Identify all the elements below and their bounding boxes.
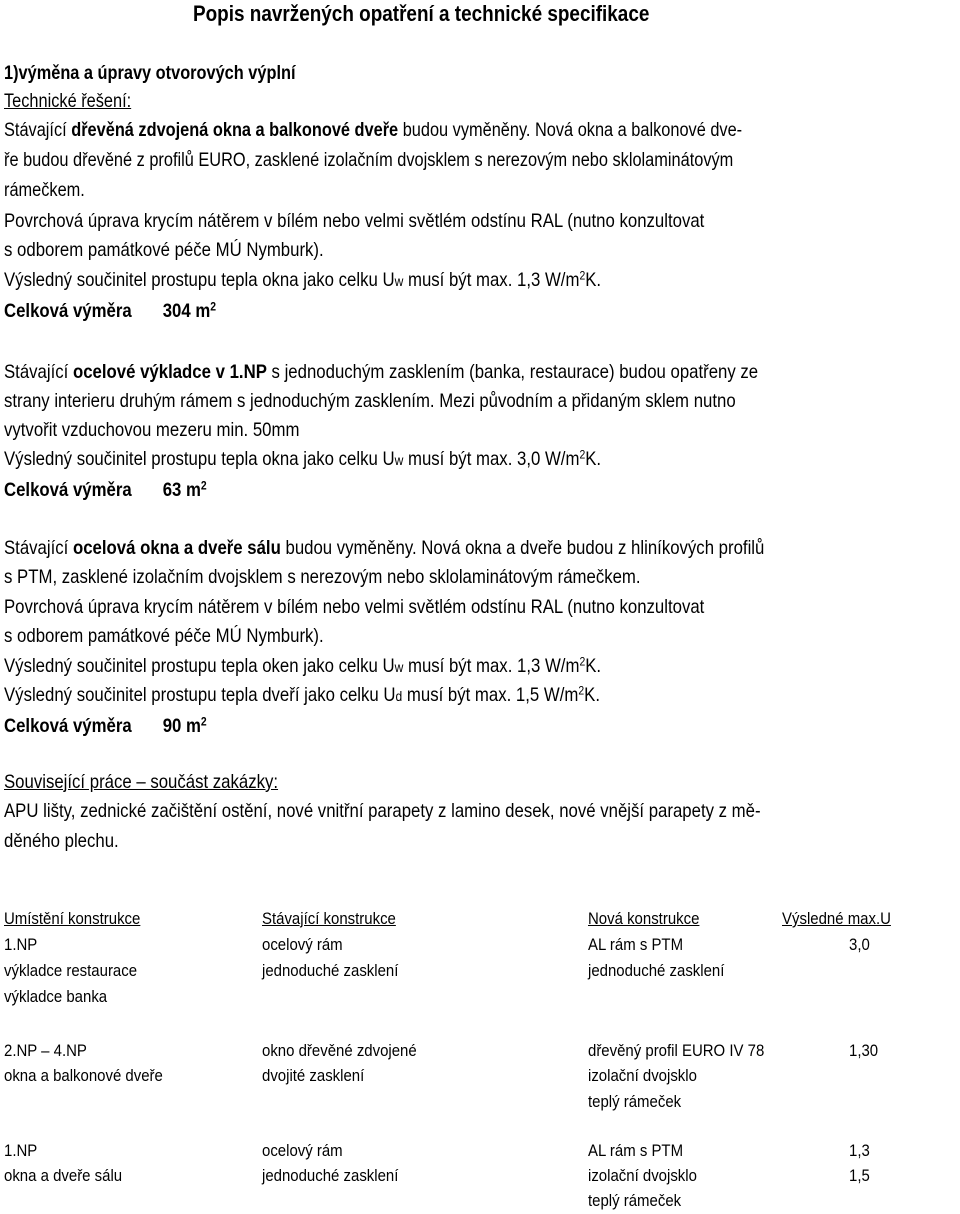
subheading [4,88,131,116]
paragraph-line [4,117,742,145]
area-label: Celková výměra [4,715,132,737]
text-span: Stávající [4,361,73,383]
text-span: s jednoduchým zasklením (banka, restaurace) budou opatřeny ze [266,361,759,383]
table-cell: AL rám s PTM [588,1141,684,1160]
text-span: musí být max. 1,3 W/m [403,655,580,677]
text-span: Výsledný součinitel prostupu tepla dveří jako celku U [4,684,396,706]
table-cell: 1.NP [4,1141,38,1160]
area-value: 304 m [162,300,211,322]
table-cell: okna a dveře sálu [4,1166,123,1185]
table-row [4,1038,960,1064]
text-span: Výsledný součinitel prostupu tepla oken jako celku U [4,655,395,677]
superscript: 2 [579,447,586,462]
text-span: K. [584,684,600,706]
text-span: Výsledný součinitel prostupu tepla okna jako celku U [4,269,395,291]
paragraph-line: Povrchová úprava krycím nátěrem v bílém nebo velmi světlém odstínu RAL (nutno konzultovat [4,596,705,618]
page-title: Popis navržených opatření a technické specifikace [193,1,650,26]
superscript: 2 [579,268,586,283]
section-heading: 1)výměna a úpravy otvorových výplní [4,63,296,84]
paragraph-line: s PTM, zasklené izolačním dvojsklem s nerezovým nebo sklolaminátovým rámečkem. [4,566,641,588]
subscript: w [394,452,404,468]
table-header [4,906,960,932]
area-value: 90 m [162,715,201,737]
table-row [4,932,960,958]
subheading-text: Technické řešení: [4,91,132,112]
subscript: w [394,273,404,289]
text-span: budou vyměněny. Nová okna a balkonové dve- [398,120,743,141]
paragraph-line: ře budou dřevěné z profilů EURO, zasklené izolačním dvojsklem s nerezovým nebo sklolaminátovým [4,150,734,171]
u-value-line [4,681,600,710]
related-heading-text: Související práce – součást zakázky: [4,771,279,793]
superscript: 2 [210,299,217,314]
paragraph-line: rámečkem. [4,180,85,201]
text-span: Stávající [4,120,72,141]
column-header: Stávající konstrukce [262,909,396,928]
paragraph-line: s odborem památkové péče MÚ Nymburk). [4,625,324,647]
text-span: musí být max. 3,0 W/m [403,448,580,470]
table-row [4,958,960,984]
total-area-line [4,476,207,504]
text-span: K. [585,655,602,677]
area-label: Celková výměra [4,479,132,501]
paragraph-line: s odborem památkové péče MÚ Nymburk). [4,239,324,261]
table-cell: dřevěný profil EURO IV 78 [588,1041,765,1060]
subscript: w [394,659,404,675]
text-span: K. [585,448,602,470]
text-span: Stávající [4,537,73,559]
table-cell: jednoduché zasklení [262,961,399,980]
table-row [4,1138,960,1164]
text-span: K. [585,269,602,291]
table-cell: 1,3 [849,1141,870,1160]
text-span: Výsledný součinitel prostupu tepla okna jako celku U [4,448,395,470]
table-cell: jednoduché zasklení [262,1166,399,1185]
table-row [4,1089,960,1115]
superscript: 2 [579,654,586,669]
paragraph-line [4,534,764,562]
table-row [4,1188,960,1214]
total-area-line [4,712,207,740]
u-value-line [4,445,601,474]
paragraph-line: Povrchová úprava krycím nátěrem v bílém nebo velmi světlém odstínu RAL (nutno konzultovat [4,210,705,232]
table-row [4,1163,960,1189]
table-cell: 1,5 [849,1166,870,1185]
table-cell: jednoduché zasklení [588,961,725,980]
superscript: 2 [578,683,585,698]
area-value: 63 m [162,479,201,501]
paragraph-line: strany interieru druhým rámem s jednoduchým zasklením. Mezi původním a přidaným sklem nutno [4,390,736,412]
column-header: Výsledné max.U [782,909,891,928]
table-cell: výkladce banka [4,987,108,1006]
table-cell: ocelový rám [262,935,343,954]
column-header: Umístění konstrukce [4,909,141,928]
table-row [4,984,960,1010]
paragraph-line: APU lišty, zednické začištění ostění, nové vnitřní parapety z lamino desek, nové vnější parapety z mě- [4,800,761,822]
table-row [4,1063,960,1089]
superscript: 2 [200,478,207,493]
table-cell: 2.NP – 4.NP [4,1041,87,1060]
area-label: Celková výměra [4,300,132,322]
table-cell: AL rám s PTM [588,935,684,954]
table-cell: okna a balkonové dveře [4,1066,163,1085]
total-area-line [4,297,216,325]
text-span: budou vyměněny. Nová okna a dveře budou z hliníkových profilů [280,537,765,559]
column-header: Nová konstrukce [588,909,700,928]
superscript: 2 [200,714,207,729]
table-cell: teplý rámeček [588,1092,682,1111]
bold-span: ocelová okna a dveře sálu [72,537,281,559]
table-cell: 1,30 [849,1041,879,1060]
table-cell: výkladce restaurace [4,961,138,980]
u-value-line [4,652,601,681]
table-cell: izolační dvojsklo [588,1166,697,1185]
table-cell: 1.NP [4,935,38,954]
table-cell: ocelový rám [262,1141,343,1160]
table-cell: dvojité zasklení [262,1066,365,1085]
paragraph-line: vytvořit vzduchovou mezeru min. 50mm [4,419,300,441]
table-cell: 3,0 [849,935,870,954]
paragraph-line: děného plechu. [4,830,119,852]
table-cell: izolační dvojsklo [588,1066,697,1085]
text-span: musí být max. 1,5 W/m [402,684,579,706]
related-heading [4,768,278,796]
table-cell: teplý rámeček [588,1191,682,1210]
table-cell: okno dřevěné zdvojené [262,1041,417,1060]
text-span: musí být max. 1,3 W/m [403,269,580,291]
bold-span: ocelové výkladce v 1.NP [72,361,267,383]
u-value-line [4,266,601,295]
bold-span: dřevěná zdvojená okna a balkonové dveře [71,120,399,141]
paragraph-line [4,358,758,386]
subscript: d [395,688,403,704]
